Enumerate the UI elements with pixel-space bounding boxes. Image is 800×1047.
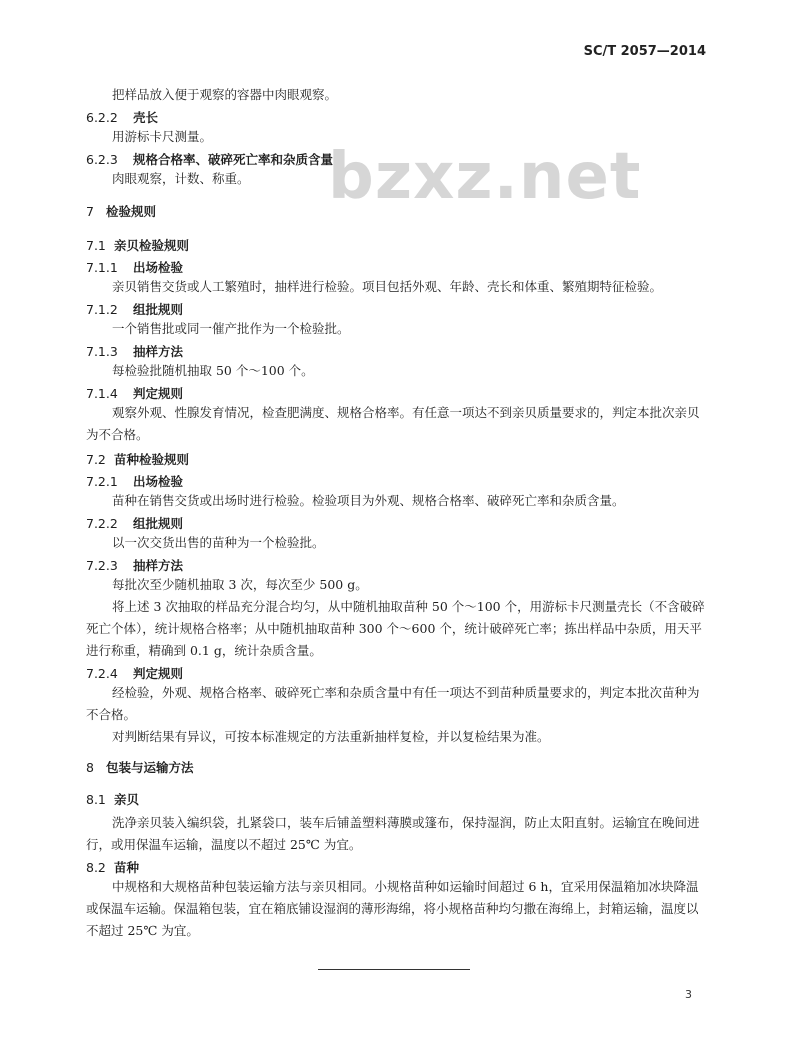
- section-number: 7.1.4: [86, 386, 118, 401]
- end-rule: [318, 969, 470, 970]
- section-number: 7.2.3: [86, 558, 118, 573]
- paragraph-7-2-4a: 经检验，外观、规格合格率、破碎死亡率和杂质含量中有任一项达不到苗种质量要求的，判定本批次苗种为不合格。: [86, 685, 700, 722]
- section-7-1-3: [86, 344, 708, 360]
- section-number: 7.2.2: [86, 516, 118, 531]
- paragraph-7-1-3: 每检验批随机抽取 50 个～100 个。: [112, 363, 314, 378]
- section-7-2-3: [86, 558, 708, 574]
- paragraph-7-2-2: 以一次交货出售的苗种为一个检验批。: [112, 535, 325, 550]
- section-title: 抽样方法: [133, 558, 184, 573]
- section-title: 判定规则: [133, 386, 184, 401]
- section-number: 7.2: [86, 452, 106, 467]
- section-number: 7.1.2: [86, 302, 118, 317]
- section-8-2: [86, 860, 708, 876]
- section-number: 8.1: [86, 792, 106, 807]
- section-number: 7.1.3: [86, 344, 118, 359]
- section-number: 7.1: [86, 238, 106, 253]
- section-title: 组批规则: [133, 302, 184, 317]
- paragraph-6-2-2: 用游标卡尺测量。: [112, 129, 213, 144]
- section-title: 壳长: [133, 110, 159, 125]
- section-title: 亲贝: [114, 792, 140, 807]
- standard-code: SC/T 2057—2014: [583, 44, 706, 59]
- section-number: 8: [86, 760, 94, 775]
- section-7: [86, 204, 708, 220]
- section-7-2-2: [86, 516, 708, 532]
- document-body: [86, 84, 708, 942]
- section-7-2-4: [86, 666, 708, 682]
- section-title: 出场检验: [133, 474, 184, 489]
- paragraph-7-2-4b: 对判断结果有异议，可按本标准规定的方法重新抽样复检，并以复检结果为准。: [112, 729, 550, 744]
- section-number: 6.2.2: [86, 110, 118, 125]
- paragraph-7-2-1: 苗种在销售交货或出场时进行检验。检验项目为外观、规格合格率、破碎死亡率和杂质含量。: [112, 493, 625, 508]
- paragraph-7-2-3b: 将上述 3 次抽取的样品充分混合均匀，从中随机抽取苗种 50 个～100 个，用游标卡尺测量壳长（不含破碎死亡个体），统计规格合格率；从中随机抽取苗种 300 个～600 个，统计破碎死亡率；拣出样品中杂质，用天平进行称重，精确到 0.1 g，统计杂质含量。: [86, 599, 705, 658]
- section-7-1-2: [86, 302, 708, 318]
- section-title: 亲贝检验规则: [114, 238, 190, 253]
- section-title: 检验规则: [106, 204, 157, 219]
- section-7-1-4: [86, 386, 708, 402]
- section-title: 规格合格率、破碎死亡率和杂质含量: [133, 152, 334, 167]
- section-title: 抽样方法: [133, 344, 184, 359]
- paragraph-7-1-1: 亲贝销售交货或人工繁殖时，抽样进行检验。项目包括外观、年龄、壳长和体重、繁殖期特征检验。: [112, 279, 663, 294]
- section-title: 出场检验: [133, 260, 184, 275]
- paragraph-8-1: 洗净亲贝装入编织袋，扎紧袋口，装车后铺盖塑料薄膜或篷布，保持湿润，防止太阳直射。运输宜在晚间进行，或用保温车运输，温度以不超过 25℃ 为宜。: [86, 815, 700, 852]
- section-8-1: [86, 792, 708, 808]
- paragraph-intro: 把样品放入便于观察的容器中肉眼观察。: [112, 87, 338, 102]
- paragraph-8-2: 中规格和大规格苗种包装运输方法与亲贝相同。小规格苗种如运输时间超过 6 h，宜采用保温箱加冰块降温或保温车运输。保温箱包装，宜在箱底铺设湿润的薄形海绵，将小规格苗种均匀撒在海绵上，封箱运输，温度以不超过 25℃ 为宜。: [86, 879, 699, 938]
- section-number: 7.1.1: [86, 260, 118, 275]
- section-number: 7.2.4: [86, 666, 118, 681]
- section-title: 判定规则: [133, 666, 184, 681]
- section-7-1: [86, 238, 708, 254]
- paragraph-7-2-3a: 每批次至少随机抽取 3 次，每次至少 500 g。: [112, 577, 368, 592]
- section-7-2: [86, 452, 708, 468]
- watermark: bzxz.net: [328, 140, 642, 214]
- section-6-2-2: [86, 110, 708, 126]
- section-title: 组批规则: [133, 516, 184, 531]
- section-number: 8.2: [86, 860, 106, 875]
- section-8: [86, 760, 708, 776]
- section-number: 6.2.3: [86, 152, 118, 167]
- paragraph-7-1-4: 观察外观、性腺发育情况，检查肥满度、规格合格率。有任意一项达不到亲贝质量要求的，判定本批次亲贝为不合格。: [86, 405, 700, 442]
- section-6-2-3: [86, 152, 708, 168]
- section-title: 包装与运输方法: [106, 760, 194, 775]
- section-title: 苗种: [114, 860, 140, 875]
- section-number: 7.2.1: [86, 474, 118, 489]
- page-number: 3: [685, 988, 692, 1001]
- section-title: 苗种检验规则: [114, 452, 190, 467]
- paragraph-6-2-3: 肉眼观察，计数、称重。: [112, 171, 250, 186]
- paragraph-7-1-2: 一个销售批或同一催产批作为一个检验批。: [112, 321, 350, 336]
- section-7-2-1: [86, 474, 708, 490]
- section-7-1-1: [86, 260, 708, 276]
- section-number: 7: [86, 204, 94, 219]
